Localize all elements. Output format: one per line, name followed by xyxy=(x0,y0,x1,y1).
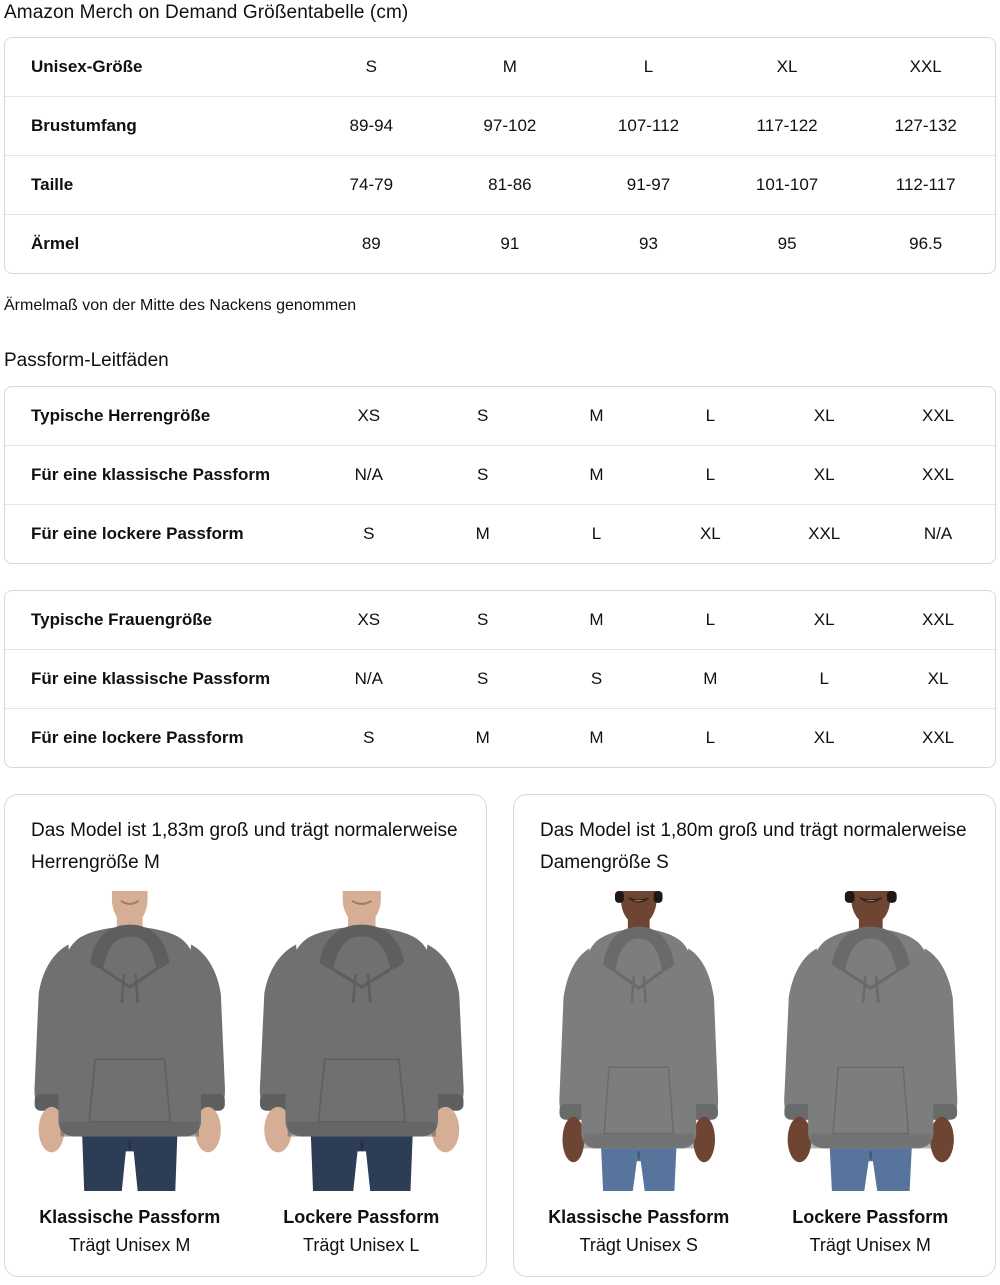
fit-caption-title: Lockere Passform xyxy=(283,1207,440,1227)
size-cell: XL xyxy=(767,708,881,767)
size-cell: 127-132 xyxy=(856,96,995,155)
size-cell: S xyxy=(312,504,426,563)
fit-caption-title: Lockere Passform xyxy=(792,1207,949,1227)
size-cell: 93 xyxy=(579,214,718,273)
size-cell: M xyxy=(502,57,517,76)
size-cell: L xyxy=(767,649,881,708)
size-cell: 89 xyxy=(302,214,441,273)
fit-caption-title: Klassische Passform xyxy=(548,1207,730,1227)
row-label: Für eine klassische Passform xyxy=(5,445,312,504)
size-cell: XXL xyxy=(921,610,955,629)
female-model-loose-photo xyxy=(760,891,982,1191)
size-cell: XL xyxy=(813,406,835,425)
size-cell: 107-112 xyxy=(579,96,718,155)
size-cell: 81-86 xyxy=(441,155,580,214)
row-label: Für eine lockere Passform xyxy=(5,708,312,767)
size-cell: 96.5 xyxy=(856,214,995,273)
page-title: Amazon Merch on Demand Größentabelle (cm) xyxy=(4,2,409,23)
unisex-size-table xyxy=(4,37,996,274)
size-cell: L xyxy=(705,610,716,629)
size-cell: XS xyxy=(357,610,381,629)
female-classic-fit-figure xyxy=(528,891,750,1256)
model-cards xyxy=(4,794,996,1277)
size-cell: XXL xyxy=(881,445,995,504)
size-cell: XL xyxy=(813,610,835,629)
size-cell: S xyxy=(540,649,654,708)
fit-caption-title: Klassische Passform xyxy=(39,1207,221,1227)
size-cell: M xyxy=(426,504,540,563)
row-label: Für eine lockere Passform xyxy=(5,504,312,563)
male-model-classic-photo xyxy=(19,891,241,1191)
womens-fit-table xyxy=(4,590,996,768)
fit-caption-subtitle: Trägt Unisex S xyxy=(579,1235,698,1255)
size-cell: N/A xyxy=(312,649,426,708)
size-cell: S xyxy=(426,445,540,504)
fit-caption-subtitle: Trägt Unisex M xyxy=(809,1235,931,1255)
size-cell: N/A xyxy=(312,445,426,504)
size-cell: M xyxy=(589,610,604,629)
female-model-classic-photo xyxy=(528,891,750,1191)
size-cell: XS xyxy=(357,406,381,425)
size-cell: XXL xyxy=(921,406,955,425)
size-cell: L xyxy=(653,708,767,767)
table-row xyxy=(5,591,995,649)
table-row xyxy=(5,96,995,155)
size-cell: 101-107 xyxy=(718,155,857,214)
table-row xyxy=(5,38,995,96)
size-cell: 91-97 xyxy=(579,155,718,214)
male-model-loose-photo xyxy=(251,891,473,1191)
sleeve-measure-note: Ärmelmaß von der Mitte des Nackens genommen xyxy=(4,297,357,314)
fit-guides-heading: Passform-Leitfäden xyxy=(4,350,169,371)
size-cell: M xyxy=(426,708,540,767)
size-cell: 74-79 xyxy=(302,155,441,214)
size-cell: 117-122 xyxy=(718,96,857,155)
size-cell: 95 xyxy=(718,214,857,273)
table-row xyxy=(5,649,995,708)
size-cell: M xyxy=(540,708,654,767)
table-row xyxy=(5,155,995,214)
table-row xyxy=(5,445,995,504)
size-cell: XXL xyxy=(881,708,995,767)
row-label: Brustumfang xyxy=(5,96,302,155)
table-row xyxy=(5,214,995,273)
size-cell: S xyxy=(426,649,540,708)
size-cell: S xyxy=(312,708,426,767)
size-cell: XXL xyxy=(909,57,942,76)
female-model-card xyxy=(513,794,996,1277)
row-label: Unisex-Größe xyxy=(31,57,143,76)
fit-caption-subtitle: Trägt Unisex M xyxy=(69,1235,191,1255)
size-cell: L xyxy=(643,57,654,76)
size-cell: L xyxy=(653,445,767,504)
size-cell: M xyxy=(589,406,604,425)
table-row xyxy=(5,504,995,563)
size-cell: 97-102 xyxy=(441,96,580,155)
size-cell: S xyxy=(476,406,489,425)
male-model-card xyxy=(4,794,487,1277)
size-cell: XL xyxy=(776,57,798,76)
size-cell: M xyxy=(540,445,654,504)
row-label: Ärmel xyxy=(5,214,302,273)
row-label: Taille xyxy=(5,155,302,214)
row-label: Typische Frauengröße xyxy=(31,610,213,629)
size-cell: XL xyxy=(881,649,995,708)
row-label: Für eine klassische Passform xyxy=(5,649,312,708)
male-classic-fit-figure xyxy=(19,891,241,1256)
model-description: Das Model ist 1,80m groß und trägt normalerweise Damengröße S xyxy=(540,820,967,873)
fit-caption-subtitle: Trägt Unisex L xyxy=(303,1235,420,1255)
size-cell: S xyxy=(476,610,489,629)
size-cell: 91 xyxy=(441,214,580,273)
size-cell: L xyxy=(705,406,716,425)
size-cell: XL xyxy=(653,504,767,563)
size-cell: 112-117 xyxy=(856,155,995,214)
size-cell: XXL xyxy=(767,504,881,563)
size-cell: N/A xyxy=(881,504,995,563)
table-row xyxy=(5,387,995,445)
size-cell: 89-94 xyxy=(302,96,441,155)
mens-fit-table xyxy=(4,386,996,564)
size-cell: M xyxy=(653,649,767,708)
model-description: Das Model ist 1,83m groß und trägt normalerweise Herrengröße M xyxy=(31,820,458,873)
male-loose-fit-figure xyxy=(251,891,473,1256)
size-cell: L xyxy=(540,504,654,563)
size-cell: S xyxy=(365,57,377,76)
table-row xyxy=(5,708,995,767)
female-loose-fit-figure xyxy=(760,891,982,1256)
row-label: Typische Herrengröße xyxy=(31,406,211,425)
size-cell: XL xyxy=(767,445,881,504)
